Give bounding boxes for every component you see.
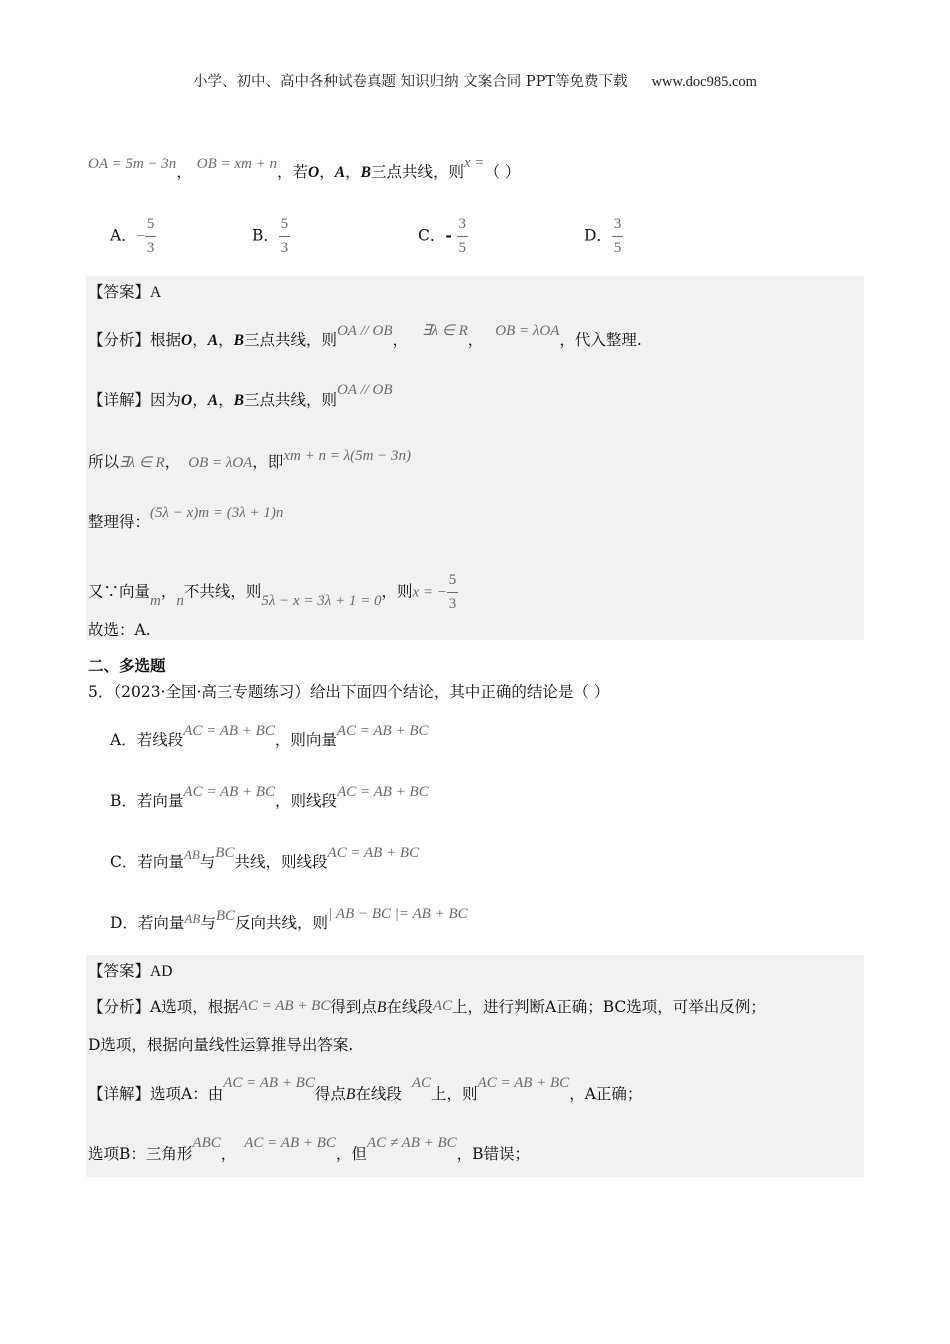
- detail-text: 不共线，则: [183, 582, 262, 601]
- q4-detail-2: 所以∃λ ∈ R， OB = λOA，即xm + n = λ(5m − 3n): [88, 448, 412, 471]
- frac-bar: [279, 236, 290, 237]
- point-o: O: [308, 164, 320, 181]
- option-fraction: [457, 216, 468, 257]
- frac-bar: [457, 236, 468, 237]
- frac-bar: [145, 236, 156, 237]
- q4-detail-3: [88, 505, 284, 532]
- math-segment: AC: [432, 998, 453, 1014]
- detail-tag: 【详解】: [88, 391, 151, 409]
- option-text: ，则线段: [275, 792, 338, 810]
- math-vector: AB: [183, 847, 200, 862]
- option-fraction: [279, 216, 290, 257]
- analysis-text: ，代入整理.: [559, 331, 642, 349]
- math-m: m: [150, 592, 161, 609]
- math-abs: | AB − BC |= AB + BC: [328, 906, 468, 922]
- option-label: C．: [418, 226, 446, 245]
- q5-detail-1: [88, 1075, 643, 1104]
- math-vector: AC = AB + BC: [238, 998, 331, 1014]
- point-b: B: [233, 392, 244, 409]
- point-o: O: [181, 332, 193, 349]
- q4-x-eq: x =: [463, 155, 485, 171]
- option-label: D．: [584, 226, 612, 245]
- section-title: 二、多选题: [88, 656, 166, 675]
- point-b: B: [376, 999, 387, 1016]
- option-fraction: [145, 216, 156, 257]
- q5-option-b: [110, 784, 429, 811]
- detail-text: ，B错误；: [456, 1145, 531, 1163]
- frac-num: 5: [146, 216, 155, 232]
- math-segment: AC = AB + BC: [183, 723, 275, 739]
- math-parallel: OA // OB: [336, 323, 393, 339]
- option-text: B．若向量: [110, 792, 184, 810]
- q4-option-a: [110, 216, 156, 257]
- option-text: D．若向量: [110, 914, 185, 932]
- answer-value: A: [150, 284, 162, 301]
- math-vector: BC: [215, 845, 235, 861]
- point-b: B: [345, 1086, 356, 1103]
- option-text: A．若线段: [110, 731, 184, 749]
- q5-option-d: [110, 906, 468, 933]
- math-parallel: OA // OB: [336, 382, 393, 398]
- option-label: B．: [252, 226, 279, 245]
- detail-text: ，则: [381, 582, 413, 601]
- result-fraction: [447, 572, 458, 613]
- detail-text: 三点共线，则: [243, 391, 337, 409]
- answer-tag: 【答案】: [88, 283, 151, 301]
- math-segment: AC = AB + BC: [337, 784, 429, 800]
- math-segment: AC = AB + BC: [327, 845, 420, 861]
- math-n: n: [176, 592, 184, 609]
- point-o: O: [181, 392, 193, 409]
- frac-bar: [612, 236, 623, 237]
- q5-option-a: [110, 723, 429, 750]
- option-text: 反向共线，则: [235, 914, 329, 932]
- math-vector: AC = AB + BC: [477, 1075, 570, 1091]
- frac-den: 3: [280, 240, 289, 256]
- q4-detail-1: 【详解】因为O，A，B三点共线，则OA // OB: [88, 382, 393, 409]
- q4-conclusion: 故选：A.: [88, 621, 151, 639]
- q4-stem: OA = 5m − 3n， OB = xm + n，若O，A，B三点共线，则x =（ ）: [88, 155, 521, 181]
- math-relation: OB = λOA: [188, 455, 253, 471]
- q5-detail-2: [88, 1135, 531, 1164]
- detail-text: 选项A：由: [150, 1085, 224, 1103]
- detail-text: 整理得：: [88, 513, 151, 531]
- math-vector: AC = AB + BC: [183, 784, 276, 800]
- frac-den: 5: [613, 240, 622, 256]
- math-segment: AC: [411, 1075, 432, 1091]
- q5-option-c: [110, 845, 420, 872]
- detail-text: 得点: [314, 1085, 346, 1103]
- q4-detail-4: 又∵向量m，n不共线，则5λ − x = 3λ + 1 = 0，则x = − $\frac{5}{3}$: [88, 572, 457, 612]
- detail-text: ，即: [252, 453, 284, 471]
- q4-cond-post: 三点共线，则: [370, 163, 464, 181]
- option-label: A．: [110, 226, 137, 245]
- q4-cond-pre: ，若: [277, 163, 309, 181]
- page-header: [0, 70, 950, 91]
- q4-option-d: [584, 216, 623, 257]
- q4-answer: [88, 280, 161, 302]
- math-inequality: AC ≠ AB + BC: [366, 1135, 457, 1151]
- analysis-text: 得到点: [330, 998, 377, 1016]
- q4-option-b: [252, 216, 290, 257]
- analysis-text: 三点共线，则: [243, 331, 337, 349]
- option-fraction: [612, 216, 623, 257]
- q4-expr2: OB = xm + n: [196, 156, 277, 172]
- header-url: www.doc985.com: [651, 74, 757, 90]
- frac-den: 3: [448, 596, 457, 612]
- point-b: B: [233, 332, 244, 349]
- detail-text: 因为: [150, 391, 182, 409]
- detail-text: ，: [220, 1145, 237, 1163]
- q5-answer: [88, 959, 172, 981]
- q4-option-c: [418, 216, 468, 257]
- analysis-text: A选项，根据: [150, 998, 239, 1016]
- option-text: 与: [199, 853, 216, 871]
- detail-text: 上，则: [431, 1085, 478, 1103]
- math-exists: ∃λ ∈ R: [119, 455, 165, 471]
- math-vector: BC: [215, 908, 236, 924]
- math-vector: AC = AB + BC: [336, 723, 429, 739]
- option-sign: −: [136, 228, 146, 245]
- detail-text: 在线段: [355, 1085, 402, 1103]
- frac-den: 5: [458, 240, 466, 256]
- math-vector: AC = AB + BC: [223, 1075, 315, 1091]
- point-a: A: [334, 164, 346, 181]
- math-x: x = −: [412, 584, 447, 601]
- frac-num: 5: [280, 216, 289, 232]
- option-text: C．若向量: [110, 853, 184, 871]
- detail-text: 选项B：三角形: [88, 1145, 193, 1163]
- answer-tag: 【答案】: [88, 962, 151, 980]
- detail-text: 又∵向量: [88, 582, 151, 601]
- q4-expr1: OA = 5m − 3n: [88, 156, 177, 172]
- frac-num: 3: [613, 216, 622, 232]
- math-expansion: xm + n = λ(5m − 3n): [283, 448, 412, 464]
- detail-text: ，但: [335, 1145, 367, 1163]
- q5-stem: 5．（2023·全国·高三专题练习）给出下面四个结论，其中正确的结论是（ ）: [88, 683, 610, 701]
- analysis-tag: 【分析】: [88, 998, 151, 1016]
- analysis-text: 根据: [150, 331, 182, 349]
- q4-analysis: 【分析】根据O，A，B三点共线，则OA // OB， ∃λ ∈ R， OB = λOA，代入整理.: [88, 323, 642, 349]
- q5-analysis-2: D选项，根据向量线性运算推导出答案.: [88, 1036, 354, 1054]
- point-a: A: [207, 392, 219, 409]
- math-relation: OB = λOA: [495, 323, 560, 339]
- header-text: 小学、初中、高中各种试卷真题 知识归纳 文案合同 PPT等免费下载: [193, 74, 628, 90]
- q5-analysis: [88, 995, 766, 1017]
- math-vector: AB: [184, 911, 201, 926]
- detail-text: 所以: [88, 453, 120, 471]
- option-sign: -: [445, 225, 452, 245]
- math-triangle: ABC: [192, 1135, 221, 1151]
- option-text: 与: [200, 914, 216, 932]
- analysis-text: 上，进行判断A正确；BC选项，可举出反例；: [452, 998, 766, 1016]
- option-text: 共线，则线段: [234, 853, 328, 871]
- answer-value: AD: [150, 963, 173, 980]
- option-text: ，则向量: [274, 731, 337, 749]
- math-vector: AC = AB + BC: [244, 1135, 336, 1151]
- math-exists: ∃λ ∈ R: [422, 323, 468, 339]
- math-equation: 5λ − x = 3λ + 1 = 0: [261, 592, 382, 609]
- q4-paren: （ ）: [484, 163, 521, 181]
- point-a: A: [207, 332, 219, 349]
- detail-tag: 【详解】: [88, 1085, 151, 1103]
- analysis-tag: 【分析】: [88, 331, 151, 349]
- math-arranged: (5λ − x)m = (3λ + 1)n: [150, 505, 284, 521]
- frac-bar: [447, 592, 458, 593]
- analysis-text: 在线段: [386, 998, 433, 1016]
- detail-text: ，A正确；: [569, 1085, 643, 1103]
- frac-num: 3: [458, 216, 466, 232]
- frac-den: 3: [146, 240, 155, 256]
- frac-num: 5: [448, 572, 457, 588]
- point-b: B: [360, 164, 371, 181]
